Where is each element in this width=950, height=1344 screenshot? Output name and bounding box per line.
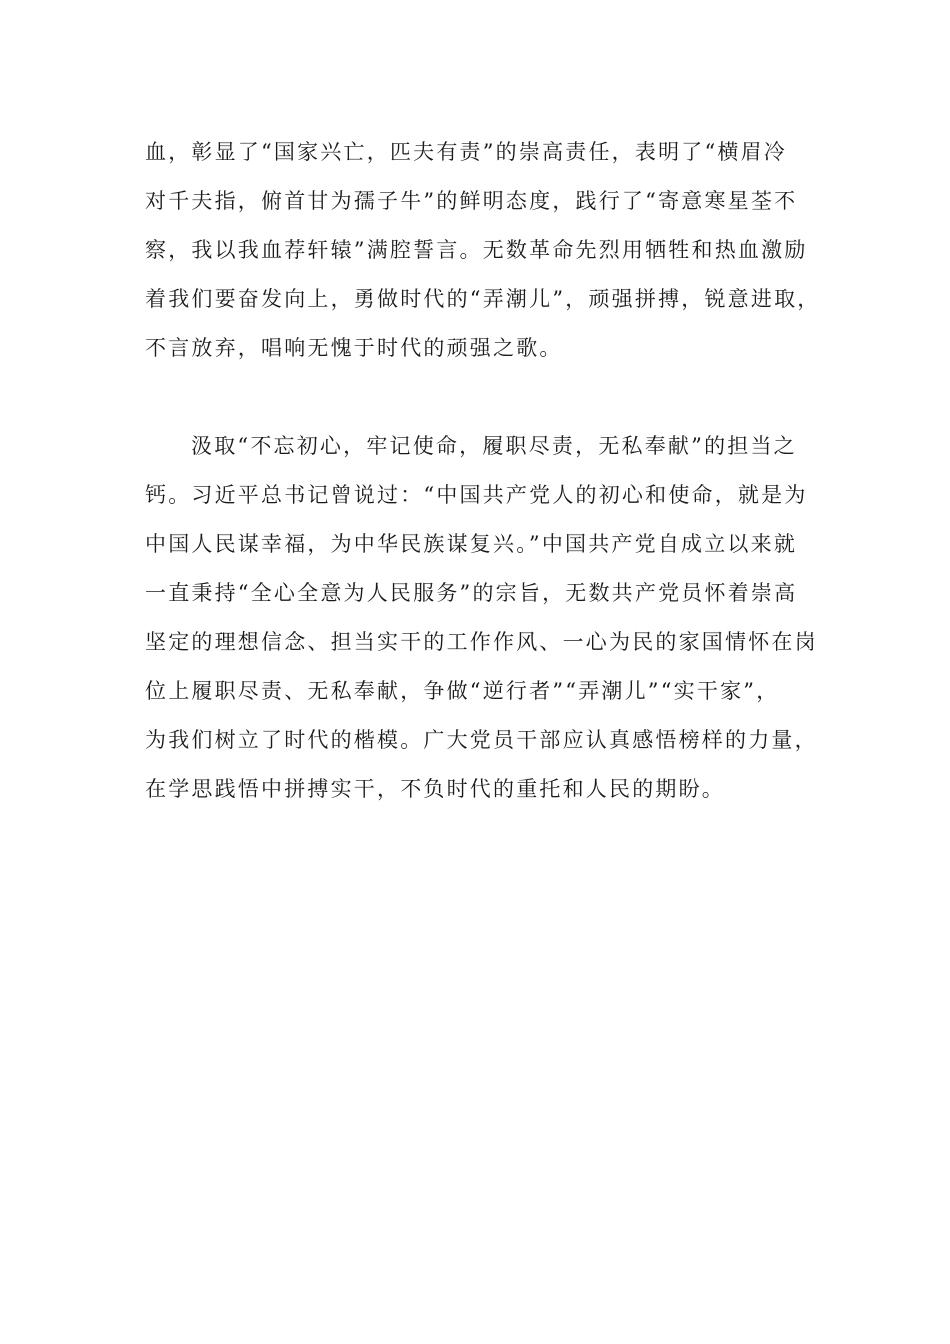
paragraph-line: 对千夫指，俯首甘为孺子牛”的鲜明态度，践行了“寄意寒星荃不 xyxy=(145,189,798,213)
paragraph-1 xyxy=(145,128,835,373)
paragraph-line: 在学思践悟中拼搏实干，不负时代的重托和人民的期盼。 xyxy=(145,777,725,801)
paragraph-line: 着我们要奋发向上，勇做时代的“弄潮儿”，顽强拼搏，锐意进取， xyxy=(145,287,821,311)
paragraph-line: 为我们树立了时代的楷模。广大党员干部应认真感悟榜样的力量， xyxy=(145,728,818,752)
paragraph-line: 钙。习近平总书记曾说过：“中国共产党人的初心和使命，就是为 xyxy=(145,483,808,507)
paragraph-line: 坚定的理想信念、担当实干的工作作风、一心为民的家国情怀在岗 xyxy=(145,630,818,654)
paragraph-line: 血，彰显了“国家兴亡，匹夫有责”的崇高责任，表明了“横眉冷 xyxy=(145,140,788,164)
paragraph-line: 察，我以我血荐轩辕”满腔誓言。无数革命先烈用牺牲和热血激励 xyxy=(145,238,808,262)
paragraph-line: 不言放弃，唱响无愧于时代的顽强之歌。 xyxy=(145,336,563,360)
paragraph-line: 位上履职尽责、无私奉献，争做“逆行者”“弄潮儿”“实干家”， xyxy=(145,679,780,703)
paragraph-spacer xyxy=(145,373,835,422)
paragraph-2 xyxy=(145,422,835,814)
paragraph-line: 一直秉持“全心全意为人民服务”的宗旨，无数共产党员怀着崇高 xyxy=(145,581,798,605)
document-body xyxy=(145,128,835,814)
paragraph-line: 汲取“不忘初心，牢记使命，履职尽责，无私奉献”的担当之 xyxy=(191,434,797,458)
paragraph-line: 中国人民谋幸福，为中华民族谋复兴。”中国共产党自成立以来就 xyxy=(145,532,798,556)
